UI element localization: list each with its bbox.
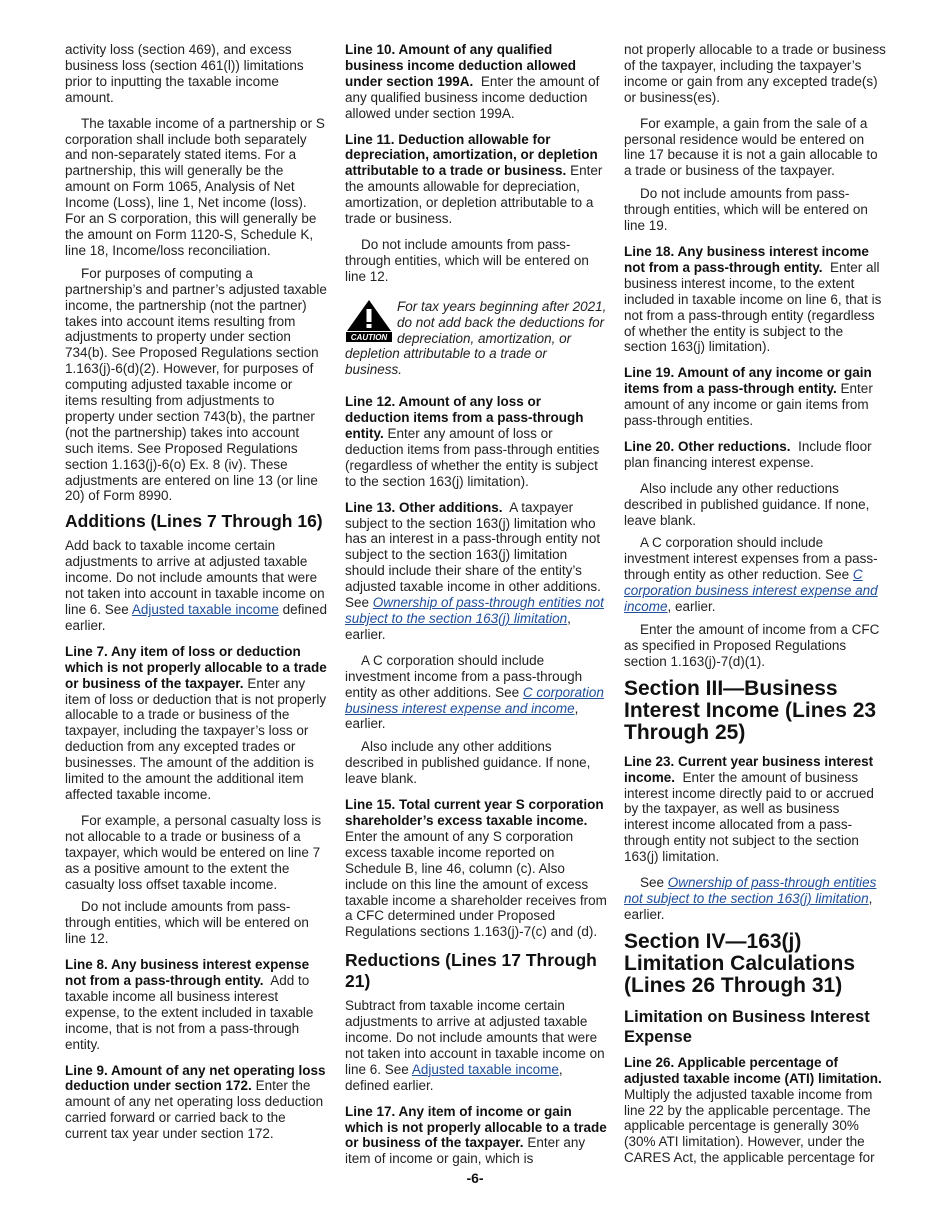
line-13-entry: Line 13. Other additions. A taxpayer subject to the section 163(j) limitation who has an interest in a pass-through entity not subject to the section 163(j) limitation should include their share of the entity’s adjusted taxable income in other additions. See Ownership of pass-through entities not subject to the section 163(j) limitation, earlier.: [345, 499, 604, 642]
paragraph: Do not include amounts from pass-through entities, which will be entered on line 19.: [624, 186, 868, 234]
svg-text:CAUTION: CAUTION: [350, 332, 388, 342]
line-9-entry: Line 9. Amount of any net operating loss deduction under section 172. Enter the amount of any net operating loss deduction carried forward or carried back to the current tax year under section 172.: [65, 1062, 326, 1142]
caution-text: For tax years beginning after 2021, do not add back the deductions for depreciation, amortization, or depletion attributable to a trade or business.: [345, 298, 607, 378]
line-15-heading: Line 15. Total current year S corporation shareholder’s excess taxable income.: [345, 797, 604, 828]
paragraph: Do not include amounts from pass-through entities, which will be entered on line 12.: [65, 899, 309, 947]
paragraph: A C corporation should include investment income from a pass-through entity as other additions. See C corporation business interest expense and income, earlier.: [345, 652, 604, 732]
paragraph: activity loss (section 469), and excess business loss (section 461(l)) limitations prior to inputting the taxable income amount.: [65, 42, 304, 105]
line-20-heading: Line 20. Other reductions.: [624, 438, 791, 454]
line-10-heading: Line 10. Amount of any qualified business income deduction allowed under section 199A.: [345, 42, 577, 89]
column-3: [624, 42, 886, 1176]
line-17-heading: Line 17. Any item of income or gain which is not properly allocable to a trade or business of the taxpayer.: [345, 1103, 607, 1151]
paragraph: See Ownership of pass-through entities not subject to the section 163(j) limitation, earlier.: [624, 875, 877, 922]
ownership-pass-through-link[interactable]: Ownership of pass-through entities not subject to the section 163(j) limitation: [345, 595, 604, 626]
paragraph: The taxable income of a partnership or S corporation shall include both separately and non-separately stated items. For a partnership, this will generally be the amount on Form 1065, Analysis of Net Income (Loss), line 1, Net income (loss). For an S corporation, this will generally be the amount on Form 1120-S, Schedule K, line 18, Income/loss reconciliation.: [65, 115, 325, 258]
line-23-heading: Line 23. Current year business interest income.: [624, 753, 874, 785]
line-7-heading: Line 7. Any item of loss or deduction which is not properly allocable to a trade or business of the taxpayer.: [65, 643, 327, 691]
section-iii-heading: Section III—Business Interest Income (Lines 23 Through 25): [624, 676, 877, 744]
line-10-entry: Line 10. Amount of any qualified business income deduction allowed under section 199A. Enter the amount of any qualified business income deduction allowed under section 199A.: [345, 42, 600, 121]
page-number: -6-: [466, 1170, 484, 1186]
line-9-heading: Line 9. Amount of any net operating loss deduction under section 172.: [65, 1062, 326, 1094]
paragraph: Enter the amount of income from a CFC as specified in Proposed Regulations section 1.163(j)-7(d)(1).: [624, 622, 880, 669]
paragraph: A C corporation should include investment interest expenses from a pass-through entity as other reduction. See C corporation business interest expense and income, earlier.: [624, 535, 878, 615]
paragraph: not properly allocable to a trade or business of the taxpayer, including the taxpayer’s income or gain from any excepted trade(s) or business(es).: [624, 42, 886, 105]
caution-icon: [345, 299, 393, 343]
reductions-heading: Reductions (Lines 17 Through 21): [345, 950, 597, 992]
paragraph: For purposes of computing a partnership’s and partner’s adjusted taxable income, the partnership (not the partner) takes into account items resulting from adjustments to property under section 734(b). See Proposed Regulations section 1.163(j)-6(d)(2). However, for purposes of computing adjusted taxable income or items resulting from adjustments to property under section 743(b), the partner (not the partnership) takes into account such items. See Proposed Regulations section 1.163(j)-6(o) Ex. 8 (iv). These adjustments are entered on line 13 (or line 20) of Form 8990.: [65, 265, 327, 504]
c-corporation-interest-link[interactable]: C corporation business interest expense and income: [345, 684, 604, 716]
line-11-entry: Line 11. Deduction allowable for depreciation, amortization, or depletion attributable to a trade or business. Enter the amounts allowable for depreciation, amortization, or depletion attributable to a trade or business.: [345, 131, 603, 227]
line-8-entry: Line 8. Any business interest expense not from a pass-through entity. Add to taxable income all business interest expense, to the extent included in taxable income, that is not from a pass-through entity.: [65, 957, 314, 1052]
line-12-entry: Line 12. Amount of any loss or deduction items from a pass-through entity. Enter any amount of loss or deduction items from pass-through entities (regardless of whether the entity is subject to the section 163(j) limitation).: [345, 394, 600, 489]
line-23-entry: Line 23. Current year business interest income. Enter the amount of business interest income directly paid to or accrued by the taxpayer, as well as business interest income allocated from a pass-through entity not subject to the section 163(j) limitation.: [624, 753, 874, 865]
c-corporation-interest-link[interactable]: C corporation business interest expense and income: [624, 567, 878, 615]
line-17-entry: Line 17. Any item of income or gain which is not properly allocable to a trade or business of the taxpayer. Enter any item of income or gain, which is: [345, 1103, 607, 1167]
column-2: [345, 42, 607, 1177]
paragraph: Also include any other additions described in published guidance. If none, leave blank.: [345, 739, 591, 787]
line-7-entry: Line 7. Any item of loss or deduction which is not properly allocable to a trade or business of the taxpayer. Enter any item of loss or deduction that is not properly allocable to a trade or business of the taxpayer, including the taxpayer’s loss or deduction from any excepted trades or businesses. The amount of the addition is limited to the amount the additional item affected taxable income.: [65, 643, 327, 802]
column-1: [65, 42, 327, 1152]
ownership-pass-through-link[interactable]: Ownership of pass-through entities not subject to the section 163(j) limitation: [624, 875, 877, 906]
line-19-entry: Line 19. Amount of any income or gain items from a pass-through entity. Enter amount of any income or gain items from pass-through entities.: [624, 365, 873, 429]
adjusted-taxable-income-link[interactable]: Adjusted taxable income: [411, 1061, 559, 1077]
paragraph: Also include any other reductions described in published guidance. If none, leave blank.: [624, 480, 870, 528]
line-26-heading: Line 26. Applicable percentage of adjusted taxable income (ATI) limitation.: [624, 1054, 882, 1086]
line-15-entry: Line 15. Total current year S corporation shareholder’s excess taxable income. Enter the amount of any S corporation excess taxable income reported on Schedule B, line 46, column (c). Also include on this line the amount of excess taxable income a shareholder receives from a CFC determined under Proposed Regulations sections 1.163(j)-7(c) and (d).: [345, 797, 607, 940]
line-13-heading: Line 13. Other additions.: [345, 499, 503, 515]
line-18-entry: Line 18. Any business interest income not from a pass-through entity. Enter all business interest income, to the extent included in taxable income on line 6, that is not from a pass-through entity (regardless of whether the entity is subject to the section 163(j) limitation).: [624, 243, 882, 355]
section-iv-heading: Section IV—163(j) Limitation Calculations (Lines 26 Through 31): [624, 929, 856, 997]
paragraph: Add back to taxable income certain adjustments to arrive at adjusted taxable income. Do not include amounts that were not taken into account in taxable income on line 6. See Adjusted taxable income defined earlier.: [65, 538, 327, 633]
line-12-heading: Line 12. Amount of any loss or deduction items from a pass-through entity.: [345, 394, 584, 442]
limitation-subheading: Limitation on Business Interest Expense: [624, 1007, 870, 1046]
line-11-heading: Line 11. Deduction allowable for depreciation, amortization, or depletion attributable to a trade or business.: [345, 131, 598, 179]
line-26-entry: Line 26. Applicable percentage of adjusted taxable income (ATI) limitation. Multiply the adjusted taxable income from line 22 by the applicable percentage. The applicable percentage is generally 30% (30% ATI limitation). However, under the CARES Act, the applicable percentage for: [624, 1054, 882, 1166]
line-19-heading: Line 19. Amount of any income or gain items from a pass-through entity.: [624, 365, 872, 397]
paragraph: Do not include amounts from pass-through entities, which will be entered on line 12.: [345, 236, 589, 284]
adjusted-taxable-income-link[interactable]: Adjusted taxable income: [131, 602, 279, 617]
additions-heading: Additions (Lines 7 Through 16): [65, 511, 323, 532]
paragraph: For example, a personal casualty loss is not allocable to a trade or business of a taxpayer, which would be entered on line 7 as a positive amount to the extent the casualty loss offset taxable income.: [65, 812, 322, 892]
paragraph: For example, a gain from the sale of a personal residence would be entered on line 17 because it is not a gain allocable to a trade or business of the taxpayer.: [624, 115, 878, 179]
line-18-heading: Line 18. Any business interest income not from a pass-through entity.: [624, 243, 869, 275]
paragraph: Subtract from taxable income certain adjustments to arrive at adjusted taxable income. Do not include amounts that were not taken into account in taxable income on line 6. See Adjusted taxable income, defined earlier.: [345, 998, 605, 1093]
caution-note: [345, 299, 607, 379]
line-20-entry: Line 20. Other reductions. Include floor plan financing interest expense.: [624, 438, 872, 470]
line-8-heading: Line 8. Any business interest expense not from a pass-through entity.: [65, 957, 310, 989]
